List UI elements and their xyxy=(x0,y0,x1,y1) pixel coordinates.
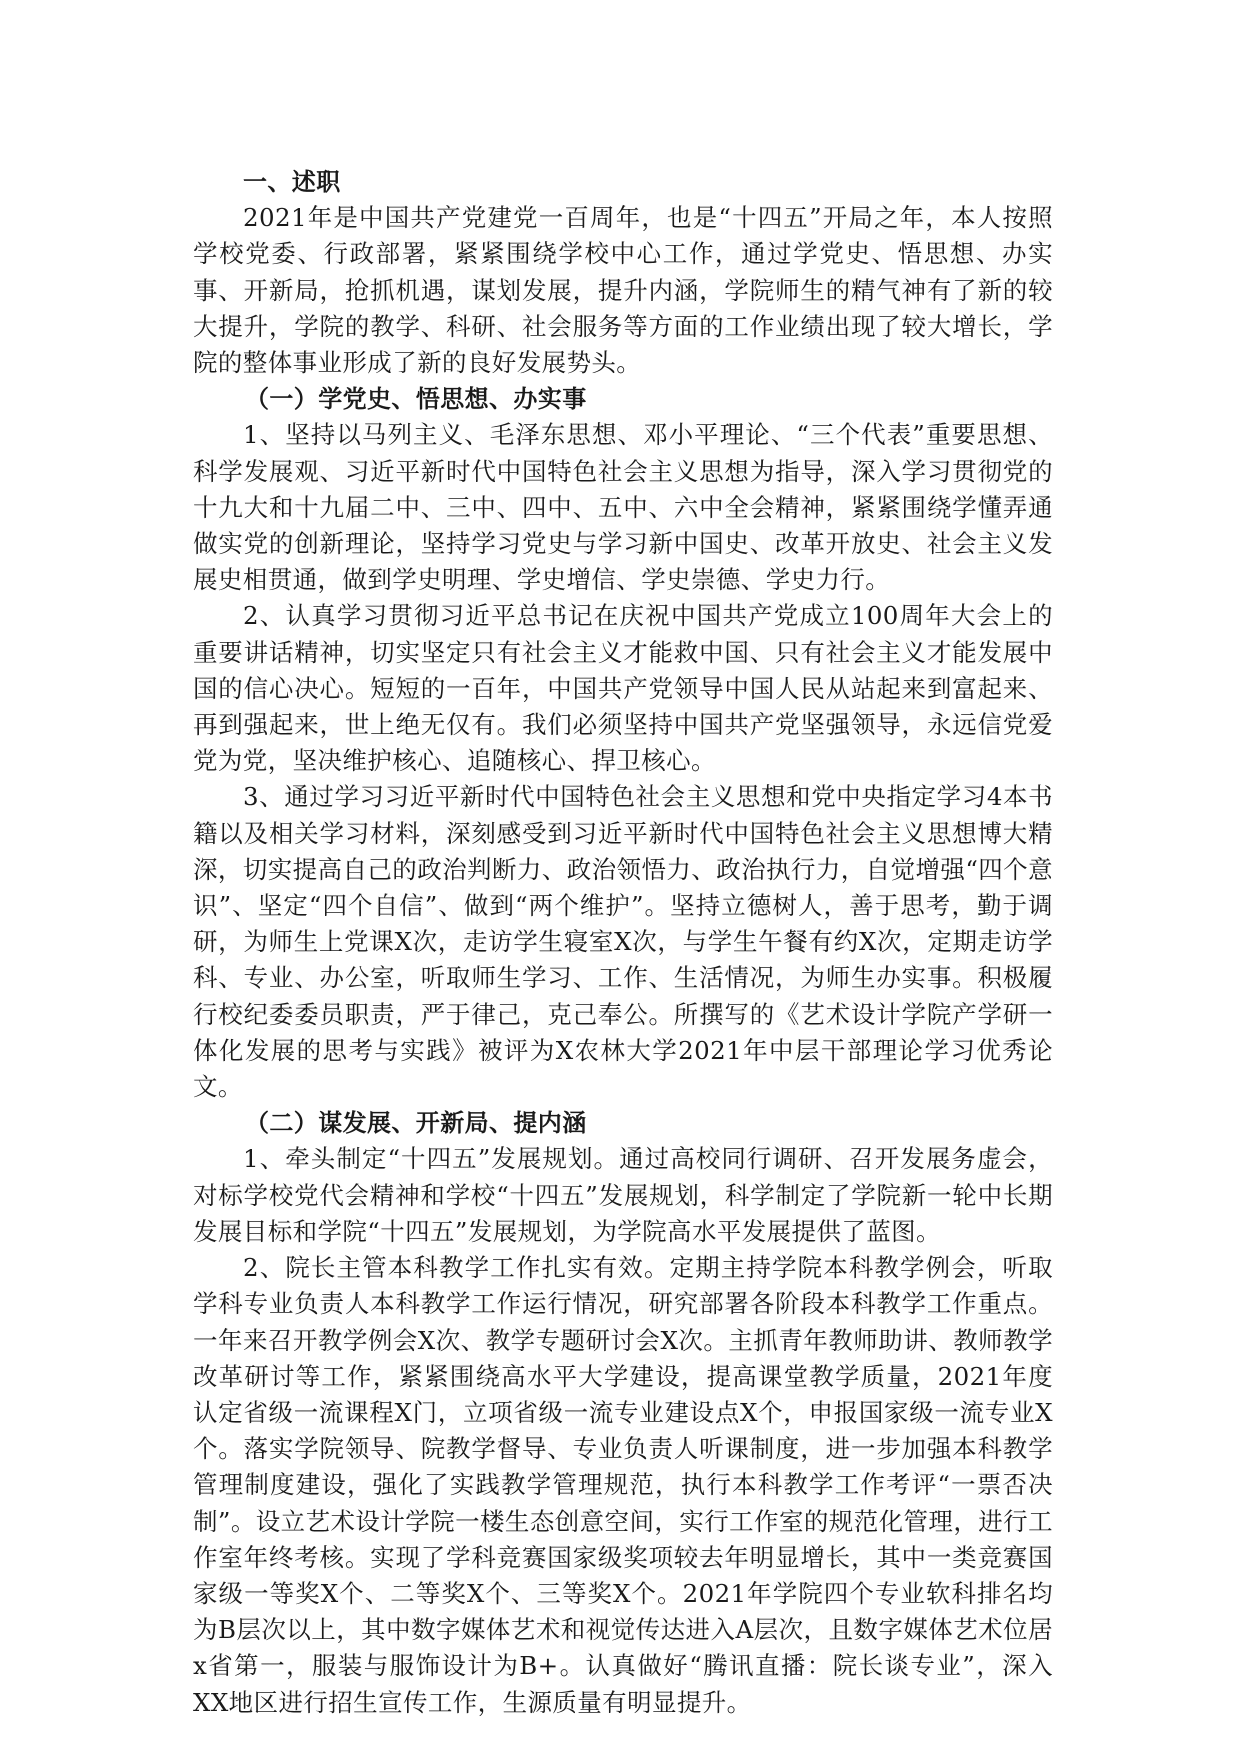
part1-paragraph-3: 3、通过学习习近平新时代中国特色社会主义思想和党中央指定学习4本书籍以及相关学习材料，深刻感受到习近平新时代中国特色社会主义思想博大精深，切实提高自己的政治判断力、政治领悟力、政治执行力，自觉增强“四个意识”、坚定“四个自信”、做到“两个维护”。坚持立德树人，善于思考，勤于调研，为师生上党课X次，走访学生寝室X次，与学生午餐有约X次，定期走访学科、专业、办公室，听取师生学习、工作、生活情况，为师生办实事。积极履行校纪委委员职责，严于律己，克己奉公。所撰写的《艺术设计学院产学研一体化发展的思考与实践》被评为X农林大学2021年中层干部理论学习优秀论文。 xyxy=(193,782,1053,1102)
subheading-part-1: （一）学党史、悟思想、办实事 xyxy=(245,385,587,414)
part2-paragraph-1: 1、牵头制定“十四五”发展规划。通过高校同行调研、召开发展务虚会，对标学校党代会精神和学校“十四五”发展规划，科学制定了学院新一轮中长期发展目标和学院“十四五”发展规划，为学院高水平发展提供了蓝图。 xyxy=(193,1144,1053,1246)
document-body xyxy=(193,164,1053,1721)
part1-paragraph-1: 1、坚持以马列主义、毛泽东思想、邓小平理论、“三个代表”重要思想、科学发展观、习近平新时代中国特色社会主义思想为指导，深入学习贯彻党的十九大和十九届二中、三中、四中、五中、六中全会精神，紧紧围绕学懂弄通做实党的创新理论，坚持学习党史与学习新中国史、改革开放史、社会主义发展史相贯通，做到学史明理、学史增信、学史崇德、学史力行。 xyxy=(193,420,1053,595)
subheading-part-2: （二）谋发展、开新局、提内涵 xyxy=(245,1109,587,1138)
section-heading-report: 一、述职 xyxy=(243,168,341,196)
part2-paragraph-2: 2、院长主管本科教学工作扎实有效。定期主持学院本科教学例会，听取学科专业负责人本科教学工作运行情况，研究部署各阶段本科教学工作重点。一年来召开教学例会X次、教学专题研讨会X次。主抓青年教师助讲、教师教学改革研讨等工作，紧紧围绕高水平大学建设，提高课堂教学质量，2021年度认定省级一流课程X门，立项省级一流专业建设点X个，申报国家级一流专业X个。落实学院领导、院教学督导、专业负责人听课制度，进一步加强本科教学管理制度建设，强化了实践教学管理规范，执行本科教学工作考评“一票否决制”。设立艺术设计学院一楼生态创意空间，实行工作室的规范化管理，进行工作室年终考核。实现了学科竞赛国家级奖项较去年明显增长，其中一类竞赛国家级一等奖X个、二等奖X个、三等奖X个。2021年学院四个专业软科排名均为B层次以上，其中数字媒体艺术和视觉传达进入A层次，且数字媒体艺术位居x省第一，服装与服饰设计为B+。认真做好“腾讯直播：院长谈专业”，深入XX地区进行招生宣传工作，生源质量有明显提升。 xyxy=(193,1253,1053,1717)
intro-paragraph: 2021年是中国共产党建党一百周年，也是“十四五”开局之年，本人按照学校党委、行政部署，紧紧围绕学校中心工作，通过学党史、悟思想、办实事、开新局，抢抓机遇，谋划发展，提升内涵，学院师生的精气神有了新的较大提升，学院的教学、科研、社会服务等方面的工作业绩出现了较大增长，学院的整体事业形成了新的良好发展势头。 xyxy=(193,203,1053,378)
part1-paragraph-2: 2、认真学习贯彻习近平总书记在庆祝中国共产党成立100周年大会上的重要讲话精神，切实坚定只有社会主义才能救中国、只有社会主义才能发展中国的信心决心。短短的一百年，中国共产党领导中国人民从站起来到富起来、再到强起来，世上绝无仅有。我们必须坚持中国共产党坚强领导，永远信党爱党为党，坚决维护核心、追随核心、捍卫核心。 xyxy=(193,601,1053,776)
